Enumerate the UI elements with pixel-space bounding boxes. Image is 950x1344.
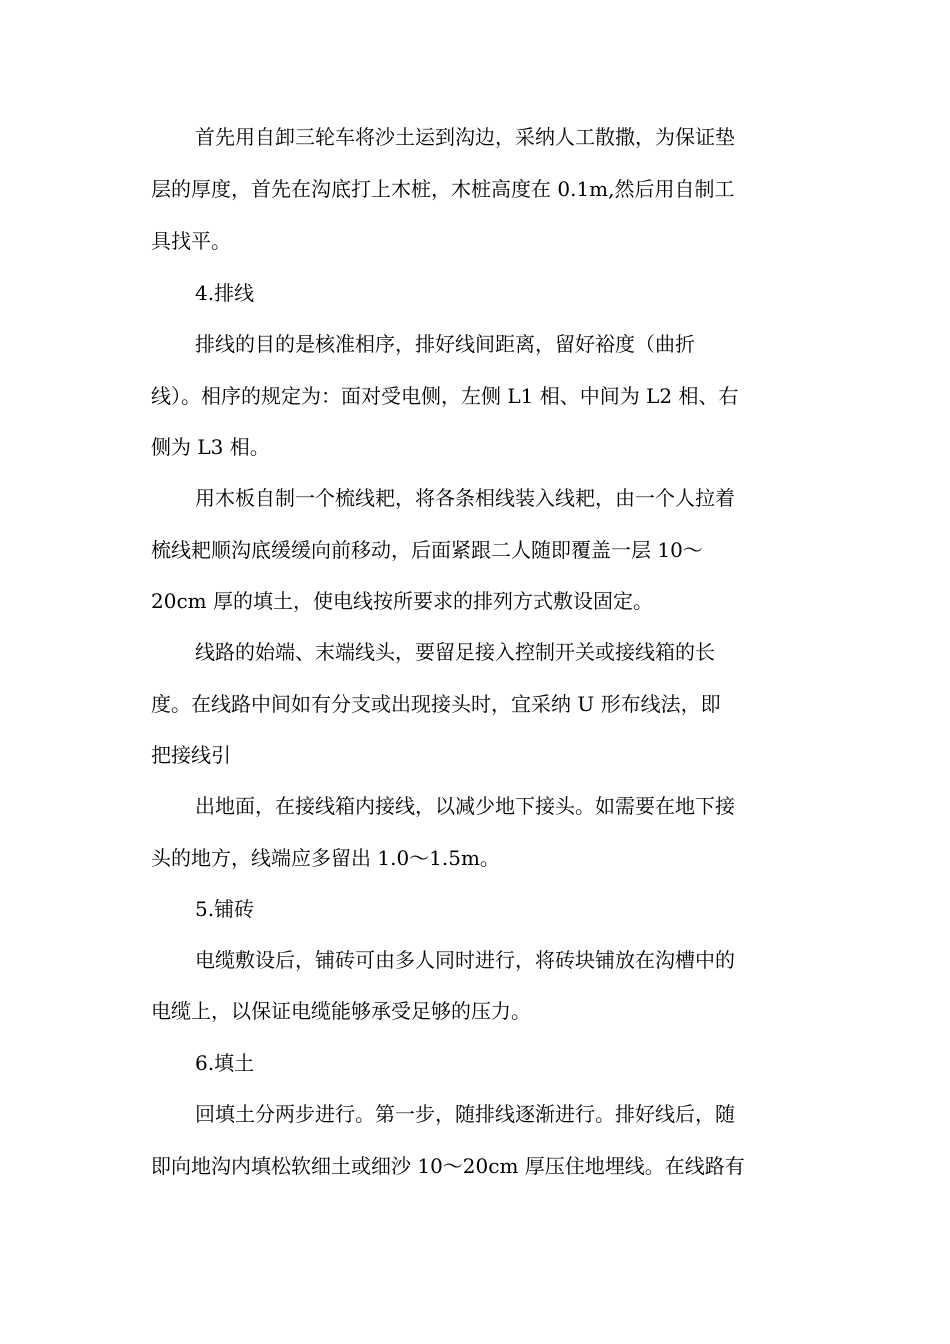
section-heading: 6.填土 (195, 1051, 255, 1075)
section-heading: 4.排线 (195, 281, 255, 305)
text-line: 回填土分两步进行。第一步，随排线逐渐进行。排好线后，随 (195, 1102, 735, 1126)
text-line: 梳线耙顺沟底缓缓向前移动，后面紧跟二人随即覆盖一层 10～ (151, 538, 703, 562)
section-heading: 5.铺砖 (195, 897, 255, 921)
text-line: 具找平。 (151, 229, 231, 253)
text-line: 电缆上，以保证电缆能够承受足够的压力。 (151, 999, 531, 1023)
text-line: 即向地沟内填松软细土或细沙 10～20cm 厚压住地埋线。在线路有 (151, 1154, 745, 1178)
text-line: 层的厚度，首先在沟底打上木桩，木桩高度在 0.1m,然后用自制工 (151, 177, 735, 201)
text-line: 出地面，在接线箱内接线，以减少地下接头。如需要在地下接 (195, 794, 735, 818)
text-line: 把接线引 (151, 743, 231, 767)
text-line: 电缆敷设后，铺砖可由多人同时进行，将砖块铺放在沟槽中的 (195, 948, 735, 972)
text-line: 排线的目的是核准相序，排好线间距离，留好裕度（曲折 (195, 332, 695, 356)
text-line: 20cm 厚的填土，使电线按所要求的排列方式敷设固定。 (151, 589, 653, 613)
text-line: 头的地方，线端应多留出 1.0～1.5m。 (151, 846, 500, 870)
text-line: 用木板自制一个梳线耙，将各条相线装入线耙，由一个人拉着 (195, 486, 735, 510)
text-line: 首先用自卸三轮车将沙土运到沟边，采纳人工散撒，为保证垫 (195, 125, 735, 149)
text-line: 侧为 L3 相。 (151, 435, 270, 459)
text-line: 线）。相序的规定为：面对受电侧，左侧 L1 相、中间为 L2 相、右 (151, 384, 739, 408)
text-line: 度。在线路中间如有分支或出现接头时，宜采纳 U 形布线法，即 (151, 692, 721, 716)
text-line: 线路的始端、末端线头，要留足接入控制开关或接线箱的长 (195, 640, 715, 664)
